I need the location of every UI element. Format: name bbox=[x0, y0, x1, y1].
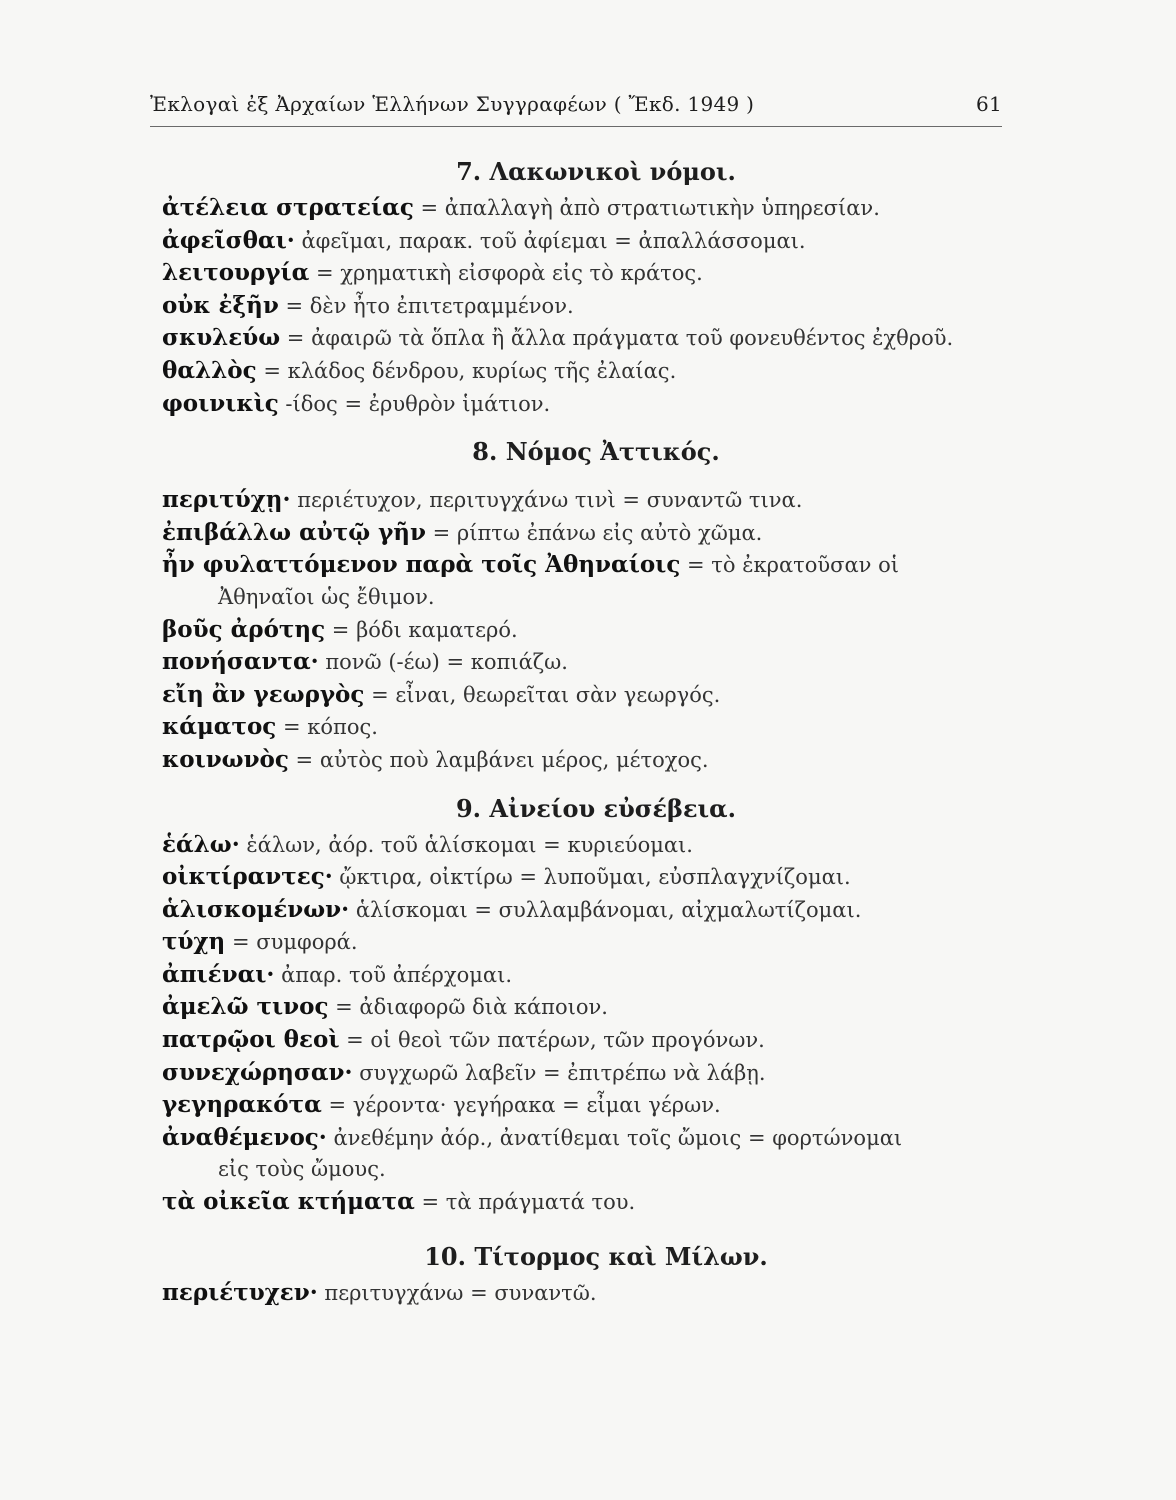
glossary-entry bbox=[162, 192, 1006, 225]
glossary-entry bbox=[162, 484, 1006, 517]
headword: ἐπιβάλλω αὐτῷ γῆν bbox=[162, 518, 426, 546]
definition: = ἀφαιρῶ τὰ ὅπλα ἢ ἄλλα πράγματα τοῦ φονευθέντος ἐχθροῦ. bbox=[280, 326, 954, 351]
section-gap bbox=[162, 777, 1006, 789]
headword: φοινικὶς bbox=[162, 389, 279, 417]
definition: συγχωρῶ λαβεῖν = ἐπιτρέπω νὰ λάβῃ. bbox=[352, 1060, 766, 1085]
glossary-entry bbox=[162, 744, 1006, 777]
definition: = ρίπτω ἐπάνω εἰς αὐτὸ χῶμα. bbox=[425, 520, 763, 545]
definition: = συμφορά. bbox=[225, 930, 358, 955]
headword: ἀτέλεια στρατείας bbox=[162, 194, 414, 221]
glossary-entry bbox=[162, 894, 1006, 927]
glossary-entry bbox=[162, 711, 1006, 744]
definition: = κόπος. bbox=[276, 715, 378, 740]
glossary-entry bbox=[162, 322, 1006, 355]
definition: ἀφεῖμαι, παρακ. τοῦ ἀφίεμαι = ἀπαλλάσσομαι. bbox=[294, 228, 806, 253]
definition: = οἱ θεοὶ τῶν πατέρων, τῶν προγόνων. bbox=[339, 1028, 765, 1053]
headword: συνεχώρησαν· bbox=[162, 1058, 353, 1086]
glossary-entry bbox=[162, 517, 1006, 550]
glossary-entry bbox=[162, 861, 1006, 894]
definition: ἁλίσκομαι = συλλαμβάνομαι, αἰχμαλωτίζομαι. bbox=[349, 897, 862, 922]
headword: κάματος bbox=[162, 713, 277, 741]
glossary-entry bbox=[162, 1089, 1006, 1122]
headword: περιέτυχεν· bbox=[162, 1278, 318, 1306]
glossary-entry bbox=[162, 1057, 1006, 1090]
page-number: 61 bbox=[975, 92, 1002, 116]
section-title: 10. Τίτορμος καὶ Μίλων. bbox=[424, 1241, 768, 1271]
glossary-entry bbox=[162, 679, 1006, 712]
glossary-entry bbox=[162, 355, 1006, 388]
glossary-entry bbox=[162, 290, 1006, 323]
definition: = τὸ ἐκρατοῦσαν οἱ bbox=[680, 553, 899, 578]
glossary-entry bbox=[162, 1122, 1006, 1155]
headword: οὐκ ἐξῆν bbox=[162, 291, 279, 319]
definition: ᾤκτιρα, οἰκτίρω = λυποῦμαι, εὐσπλαγχνίζομαι. bbox=[332, 865, 851, 890]
definition: = χρηματικὴ εἰσφορὰ εἰς τὸ κράτος. bbox=[309, 261, 703, 286]
glossary-entry bbox=[162, 1277, 1006, 1310]
definition: = αὐτὸς ποὺ λαμβάνει μέρος, μέτοχος. bbox=[288, 747, 709, 772]
glossary-entry bbox=[162, 959, 1006, 992]
headword: ἀφεῖσθαι· bbox=[162, 226, 295, 254]
section-title: 7. Λακωνικοὶ νόμοι. bbox=[456, 157, 736, 186]
headword: πατρῷοι θεοὶ bbox=[162, 1026, 340, 1054]
glossary-entry bbox=[162, 225, 1006, 258]
glossary-entry bbox=[162, 646, 1006, 679]
header-rule bbox=[150, 126, 1002, 127]
headword: σκυλεύω bbox=[162, 324, 281, 352]
definition: περιέτυχον, περιτυγχάνω τινὶ = συναντῶ τινα. bbox=[290, 488, 803, 513]
glossary-entry-continuation bbox=[162, 1154, 1006, 1186]
headword: τὰ οἰκεῖα κτήματα bbox=[162, 1188, 415, 1216]
glossary-content bbox=[162, 152, 1006, 1309]
section-title: 8. Νόμος Ἀττικός. bbox=[472, 437, 720, 467]
definition: Ἀθηναῖοι ὡς ἔθιμον. bbox=[218, 584, 435, 609]
glossary-entry bbox=[162, 1024, 1006, 1057]
definition: εἰς τοὺς ὤμους. bbox=[218, 1157, 386, 1182]
definition: = τὰ πράγματά του. bbox=[414, 1190, 636, 1215]
headword: ἁλισκομένων· bbox=[162, 895, 350, 923]
headword: ἀναθέμενος· bbox=[162, 1123, 327, 1151]
definition: = εἶναι, θεωρεῖται σὰν γεωργός. bbox=[364, 682, 721, 707]
headword: θαλλὸς bbox=[162, 356, 257, 384]
glossary-entry bbox=[162, 991, 1006, 1024]
definition: -ίδος = ἐρυθρὸν ἱμάτιον. bbox=[278, 391, 551, 416]
section-title: 9. Αἰνείου εὐσέβεια. bbox=[455, 793, 736, 823]
definition: πονῶ (-έω) = κοπιάζω. bbox=[318, 650, 568, 675]
definition: ἀνεθέμην ἀόρ., ἀνατίθεμαι τοῖς ὤμοις = φορτώνομαι bbox=[326, 1125, 903, 1150]
glossary-entry bbox=[162, 388, 1006, 421]
definition: = ἀπαλλαγὴ ἀπὸ στρατιωτικὴν ὑπηρεσίαν. bbox=[413, 196, 880, 220]
definition: = γέροντα· γεγήρακα = εἶμαι γέρων. bbox=[321, 1093, 721, 1118]
glossary-entry-continuation bbox=[162, 582, 1006, 614]
glossary-entry bbox=[162, 614, 1006, 647]
definition: ἀπαρ. τοῦ ἀπέρχομαι. bbox=[274, 962, 513, 987]
headword: ἦν φυλαττόμενον παρὰ τοῖς Ἀθηναίοις bbox=[162, 551, 681, 579]
headword: ἀμελῶ τινος bbox=[162, 993, 329, 1021]
glossary-entry bbox=[162, 926, 1006, 959]
section-gap bbox=[162, 1219, 1006, 1237]
headword: ἀπιέναι· bbox=[162, 960, 275, 988]
headword: περιτύχῃ· bbox=[162, 486, 291, 514]
header-title: Ἐκλογαὶ ἐξ Ἀρχαίων Ἑλλήνων Συγγραφέων ( Ἔκδ. 1949 ) bbox=[150, 92, 755, 116]
headword: λειτουργία bbox=[162, 259, 310, 287]
glossary-entry bbox=[162, 549, 1006, 582]
headword: πονήσαντα· bbox=[162, 648, 319, 676]
headword: εἴη ἂν γεωργὸς bbox=[162, 680, 365, 708]
headword: βοῦς ἀρότης bbox=[162, 615, 326, 643]
glossary-entry bbox=[162, 1186, 1006, 1219]
section-gap bbox=[162, 420, 1006, 432]
definition: = δὲν ἦτο ἐπιτετραμμένον. bbox=[278, 293, 574, 318]
headword: ἑάλω· bbox=[162, 830, 240, 858]
headword: κοινωνὸς bbox=[162, 745, 289, 773]
headword: τύχη bbox=[162, 928, 226, 956]
glossary-entry bbox=[162, 257, 1006, 290]
definition: ἑάλων, ἀόρ. τοῦ ἁλίσκομαι = κυριεύομαι. bbox=[239, 832, 693, 857]
definition: = βόδι καματερό. bbox=[325, 617, 518, 642]
definition: = ἀδιαφορῶ διὰ κάποιον. bbox=[328, 995, 608, 1020]
glossary-entry bbox=[162, 829, 1006, 862]
headword: γεγηρακότα bbox=[162, 1091, 322, 1119]
definition: = κλάδος δένδρου, κυρίως τῆς ἐλαίας. bbox=[256, 358, 677, 383]
section-gap bbox=[162, 472, 1006, 484]
definition: περιτυγχάνω = συναντῶ. bbox=[317, 1280, 597, 1305]
headword: οἰκτίραντες· bbox=[162, 863, 333, 891]
